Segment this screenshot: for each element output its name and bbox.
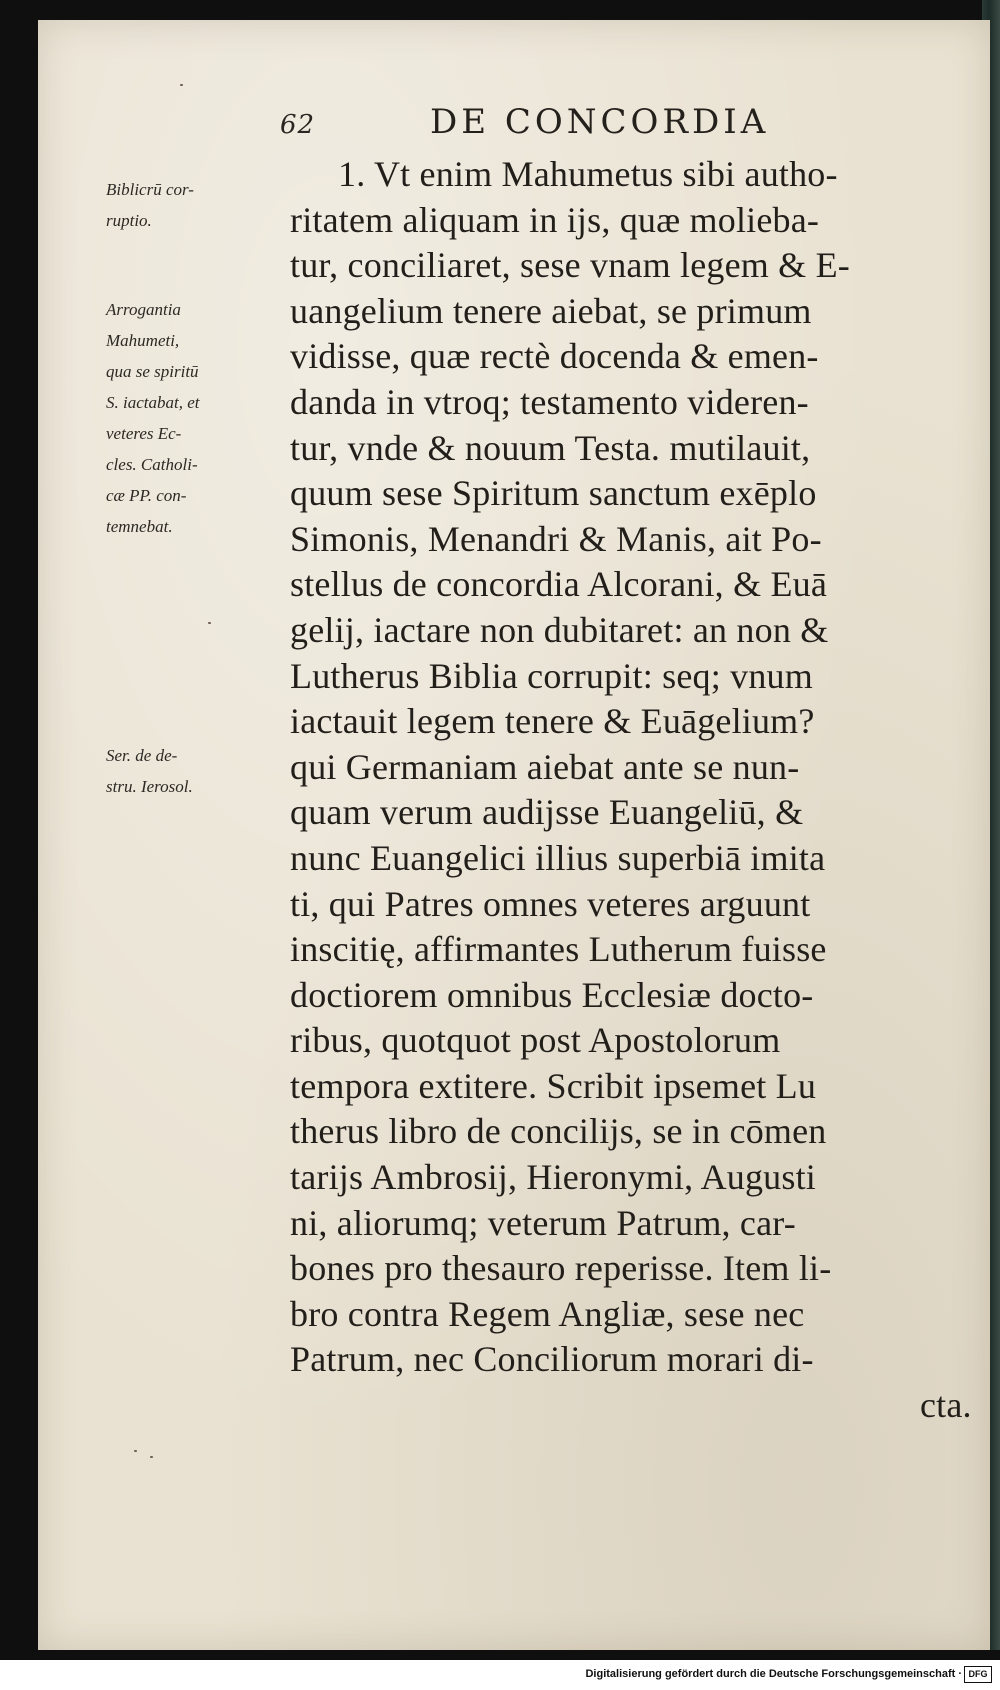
ink-speck xyxy=(134,1450,137,1452)
ink-speck xyxy=(180,84,183,86)
text-line: tarijs Ambrosij, Hieronymi, Augusti xyxy=(290,1157,816,1198)
text-line: inscitię, affirmantes Lutherum fuisse xyxy=(290,929,827,970)
text-line: bro contra Regem Angliæ, sese nec xyxy=(290,1293,805,1334)
text-line: 1. Vt enim Mahumetus sibi autho- xyxy=(338,154,838,194)
text-line: tur, conciliaret, sese vnam legem & E- xyxy=(290,245,850,286)
margin-note-line: S. iactabat, et xyxy=(106,393,200,412)
text-line: bones pro thesauro reperisse. Item li- xyxy=(290,1248,832,1289)
digitization-footer xyxy=(0,1660,1000,1690)
text-line: therus libro de concilijs, se in cōmen xyxy=(290,1111,827,1152)
text-line: qui Germaniam aiebat ante se nun- xyxy=(290,746,800,787)
book-page xyxy=(38,20,990,1650)
text-line: tempora extitere. Scribit ipsemet Lu xyxy=(290,1065,817,1106)
margin-note xyxy=(106,740,306,802)
dfg-logo-icon: DFG xyxy=(964,1666,992,1683)
margin-note-line: temnebat. xyxy=(106,517,173,536)
ink-speck xyxy=(208,622,211,624)
margin-note-line: ruptio. xyxy=(106,211,152,230)
text-line: uangelium tenere aiebat, se primum xyxy=(290,290,812,331)
text-line: ti, qui Patres omnes veteres arguunt xyxy=(290,883,811,924)
text-line: vidisse, quæ rectè docenda & emen- xyxy=(290,336,819,377)
margin-note-line: stru. Ierosol. xyxy=(106,777,193,796)
text-line: cta. xyxy=(920,1385,972,1426)
margin-note xyxy=(106,174,306,236)
margin-note-line: Ser. de de- xyxy=(106,746,178,765)
text-line: Simonis, Menandri & Manis, ait Po- xyxy=(290,518,822,559)
page-number: 62 xyxy=(280,110,316,140)
margin-note-line: Arrogantia xyxy=(106,300,181,319)
margin-note-line: cles. Catholi- xyxy=(106,455,198,474)
digitization-credit: Digitalisierung gefördert durch die Deutsche Forschungsgemeinschaft · xyxy=(585,1668,962,1680)
margin-note-line: qua se spiritū xyxy=(106,362,199,381)
margin-note-line: veteres Ec- xyxy=(106,424,182,443)
text-line: gelij, iactare non dubitaret: an non & xyxy=(290,609,829,650)
text-line: iactauit legem tenere & Euāgelium? xyxy=(290,701,815,742)
margin-notes xyxy=(106,170,306,1620)
margin-note-line: Mahumeti, xyxy=(106,331,180,350)
text-line: ritatem aliquam in ijs, quæ molieba- xyxy=(290,199,820,240)
margin-note xyxy=(106,294,306,542)
body-text xyxy=(290,152,990,1429)
text-line: ribus, quotquot post Apostolorum xyxy=(290,1020,781,1061)
text-line: nunc Euangelici illius superbiā imita xyxy=(290,837,826,878)
margin-note-line: Biblicrū cor- xyxy=(106,180,194,199)
text-line: Lutherus Biblia corrupit: seq; vnum xyxy=(290,655,813,696)
margin-note-line: cæ PP. con- xyxy=(106,486,187,505)
text-line: ni, aliorumq; veterum Patrum, car- xyxy=(290,1202,796,1243)
text-line: doctiorem omnibus Ecclesiæ docto- xyxy=(290,974,814,1015)
text-line: quum sese Spiritum sanctum exēplo xyxy=(290,473,817,514)
text-line: Patrum, nec Conciliorum morari di- xyxy=(290,1339,814,1380)
running-title: DE CONCORDIA xyxy=(430,102,770,142)
ink-speck xyxy=(150,1456,153,1458)
text-line: danda in vtroq; testamento videren- xyxy=(290,381,809,422)
running-head xyxy=(38,98,990,148)
text-line: quam verum audijsse Euangeliū, & xyxy=(290,792,804,833)
text-line: tur, vnde & nouum Testa. mutilauit, xyxy=(290,427,811,468)
text-line: stellus de concordia Alcorani, & Euā xyxy=(290,564,828,605)
